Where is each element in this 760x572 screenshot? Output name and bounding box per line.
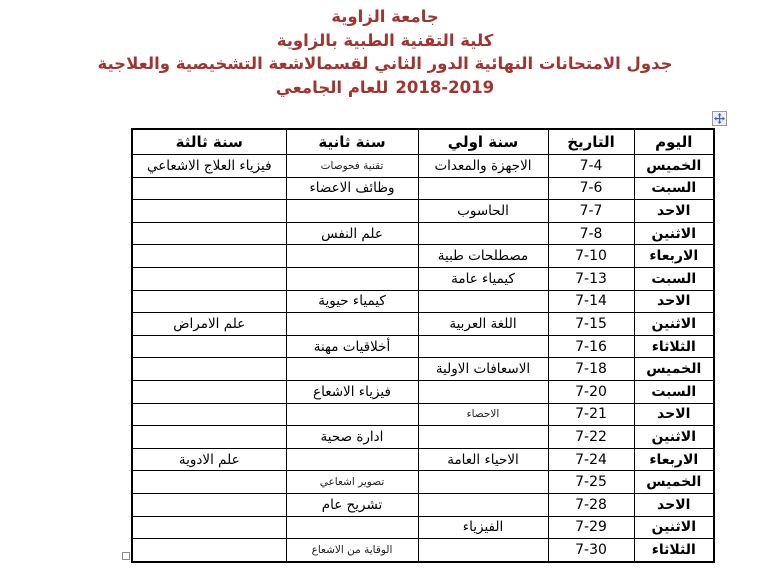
subject-cell-year2 bbox=[286, 448, 418, 471]
heading-schedule-title: جدول الامتحانات النهائية الدور الثاني لقسمالاشعة التشخيصية والعلاجية bbox=[97, 54, 673, 73]
subject-cell-year1: الفيزياء bbox=[418, 516, 548, 539]
date-cell: 7-29 bbox=[548, 516, 634, 539]
subject-cell-year2 bbox=[286, 200, 418, 223]
day-cell: الاحد bbox=[634, 403, 714, 426]
subject-cell-year3 bbox=[132, 493, 286, 516]
heading-academic-year bbox=[8, 76, 760, 100]
subject-cell-year1: الاسعافات الاولية bbox=[418, 358, 548, 381]
table-row bbox=[132, 335, 714, 358]
day-cell: الاثنين bbox=[634, 426, 714, 449]
subject-cell-year2 bbox=[286, 516, 418, 539]
subject-cell-year1: مصطلحات طبية bbox=[418, 245, 548, 268]
subject-cell-year1 bbox=[418, 539, 548, 562]
table-row bbox=[132, 380, 714, 403]
subject-cell-year2: علم النفس bbox=[286, 222, 418, 245]
day-cell: السبت bbox=[634, 177, 714, 200]
table-row bbox=[132, 222, 714, 245]
date-cell: 7-6 bbox=[548, 177, 634, 200]
table-row bbox=[132, 200, 714, 223]
date-cell: 7-4 bbox=[548, 155, 634, 178]
subject-cell-year1 bbox=[418, 493, 548, 516]
subject-cell-year3 bbox=[132, 335, 286, 358]
subject-cell-year3 bbox=[132, 380, 286, 403]
document-heading bbox=[8, 5, 760, 99]
subject-cell-year2: وظائف الاعضاء bbox=[286, 177, 418, 200]
table-row bbox=[132, 516, 714, 539]
subject-cell-year1: اللغة العربية bbox=[418, 313, 548, 336]
table-row bbox=[132, 471, 714, 494]
subject-cell-year3 bbox=[132, 539, 286, 562]
subject-cell-year1: الاجهزة والمعدات bbox=[418, 155, 548, 178]
table-row bbox=[132, 358, 714, 381]
subject-cell-year3 bbox=[132, 403, 286, 426]
subject-cell-year2 bbox=[286, 267, 418, 290]
table-row bbox=[132, 245, 714, 268]
subject-cell-year3 bbox=[132, 200, 286, 223]
col-header-day: اليوم bbox=[634, 129, 714, 155]
date-cell: 7-8 bbox=[548, 222, 634, 245]
subject-cell-year1 bbox=[418, 335, 548, 358]
day-cell: الاربعاء bbox=[634, 245, 714, 268]
subject-cell-year3 bbox=[132, 358, 286, 381]
subject-cell-year2 bbox=[286, 358, 418, 381]
day-cell: الاحد bbox=[634, 493, 714, 516]
subject-cell-year2 bbox=[286, 245, 418, 268]
subject-cell-year3 bbox=[132, 426, 286, 449]
table-row bbox=[132, 313, 714, 336]
subject-cell-year1: الاحصاء bbox=[418, 403, 548, 426]
table-row bbox=[132, 426, 714, 449]
subject-cell-year1: الحاسوب bbox=[418, 200, 548, 223]
subject-cell-year2: فيزياء الاشعاع bbox=[286, 380, 418, 403]
table-move-handle[interactable] bbox=[712, 111, 727, 126]
subject-cell-year3 bbox=[132, 267, 286, 290]
date-cell: 7-14 bbox=[548, 290, 634, 313]
date-cell: 7-28 bbox=[548, 493, 634, 516]
day-cell: السبت bbox=[634, 380, 714, 403]
subject-cell-year2: تشريح عام bbox=[286, 493, 418, 516]
subject-cell-year3: علم الامراض bbox=[132, 313, 286, 336]
subject-cell-year3 bbox=[132, 245, 286, 268]
date-cell: 7-16 bbox=[548, 335, 634, 358]
day-cell: الخميس bbox=[634, 471, 714, 494]
day-cell: الاثنين bbox=[634, 516, 714, 539]
day-cell: الثلاثاء bbox=[634, 335, 714, 358]
table-row bbox=[132, 539, 714, 562]
subject-cell-year2 bbox=[286, 403, 418, 426]
table-row bbox=[132, 290, 714, 313]
date-cell: 7-30 bbox=[548, 539, 634, 562]
subject-cell-year2: تقنية فحوصات bbox=[286, 155, 418, 178]
subject-cell-year3 bbox=[132, 290, 286, 313]
subject-cell-year2: تصوير اشعاعي bbox=[286, 471, 418, 494]
day-cell: الخميس bbox=[634, 155, 714, 178]
date-cell: 7-10 bbox=[548, 245, 634, 268]
date-cell: 7-18 bbox=[548, 358, 634, 381]
subject-cell-year1 bbox=[418, 426, 548, 449]
date-cell: 7-22 bbox=[548, 426, 634, 449]
table-row bbox=[132, 403, 714, 426]
subject-cell-year1: الاحياء العامة bbox=[418, 448, 548, 471]
subject-cell-year3: علم الادوية bbox=[132, 448, 286, 471]
move-arrow-icon bbox=[714, 113, 725, 124]
col-header-year2: سنة ثانية bbox=[286, 129, 418, 155]
day-cell: الثلاثاء bbox=[634, 539, 714, 562]
date-cell: 7-15 bbox=[548, 313, 634, 336]
exam-schedule-table bbox=[131, 128, 715, 563]
subject-cell-year3 bbox=[132, 471, 286, 494]
day-cell: الخميس bbox=[634, 358, 714, 381]
date-cell: 7-25 bbox=[548, 471, 634, 494]
subject-cell-year1 bbox=[418, 177, 548, 200]
subject-cell-year1 bbox=[418, 380, 548, 403]
day-cell: السبت bbox=[634, 267, 714, 290]
col-header-year3: سنة ثالثة bbox=[132, 129, 286, 155]
day-cell: الاثنين bbox=[634, 313, 714, 336]
table-resize-handle[interactable] bbox=[122, 552, 130, 560]
col-header-year1: سنة اولي bbox=[418, 129, 548, 155]
day-cell: الاحد bbox=[634, 290, 714, 313]
date-cell: 7-21 bbox=[548, 403, 634, 426]
subject-cell-year3 bbox=[132, 177, 286, 200]
subject-cell-year2: الوقاية من الاشعاع bbox=[286, 539, 418, 562]
table-row bbox=[132, 155, 714, 178]
table-body bbox=[132, 155, 714, 562]
subject-cell-year1 bbox=[418, 290, 548, 313]
day-cell: الاحد bbox=[634, 200, 714, 223]
subject-cell-year2: كيمياء حيوية bbox=[286, 290, 418, 313]
table-header-row bbox=[132, 129, 714, 155]
heading-academic-year-text: للعام الجامعي bbox=[275, 77, 389, 97]
day-cell: الاثنين bbox=[634, 222, 714, 245]
date-cell: 7-13 bbox=[548, 267, 634, 290]
date-cell: 7-7 bbox=[548, 200, 634, 223]
heading-university: جامعة الزاوية bbox=[331, 7, 439, 26]
date-cell: 7-24 bbox=[548, 448, 634, 471]
subject-cell-year1: كيمياء عامة bbox=[418, 267, 548, 290]
subject-cell-year1 bbox=[418, 222, 548, 245]
heading-college: كلية التقنية الطبية بالزاوية bbox=[276, 30, 494, 50]
subject-cell-year3 bbox=[132, 222, 286, 245]
date-cell: 7-20 bbox=[548, 380, 634, 403]
table-row bbox=[132, 448, 714, 471]
heading-academic-year-numbers: 2018-2019 bbox=[395, 77, 495, 97]
subject-cell-year2: ادارة صحية bbox=[286, 426, 418, 449]
subject-cell-year3 bbox=[132, 516, 286, 539]
subject-cell-year2: أخلاقيات مهنة bbox=[286, 335, 418, 358]
subject-cell-year3: فيزياء العلاج الاشعاعي bbox=[132, 155, 286, 178]
col-header-date: التاريخ bbox=[548, 129, 634, 155]
table-row bbox=[132, 267, 714, 290]
table-row bbox=[132, 177, 714, 200]
subject-cell-year2 bbox=[286, 313, 418, 336]
table-row bbox=[132, 493, 714, 516]
day-cell: الاربعاء bbox=[634, 448, 714, 471]
subject-cell-year1 bbox=[418, 471, 548, 494]
